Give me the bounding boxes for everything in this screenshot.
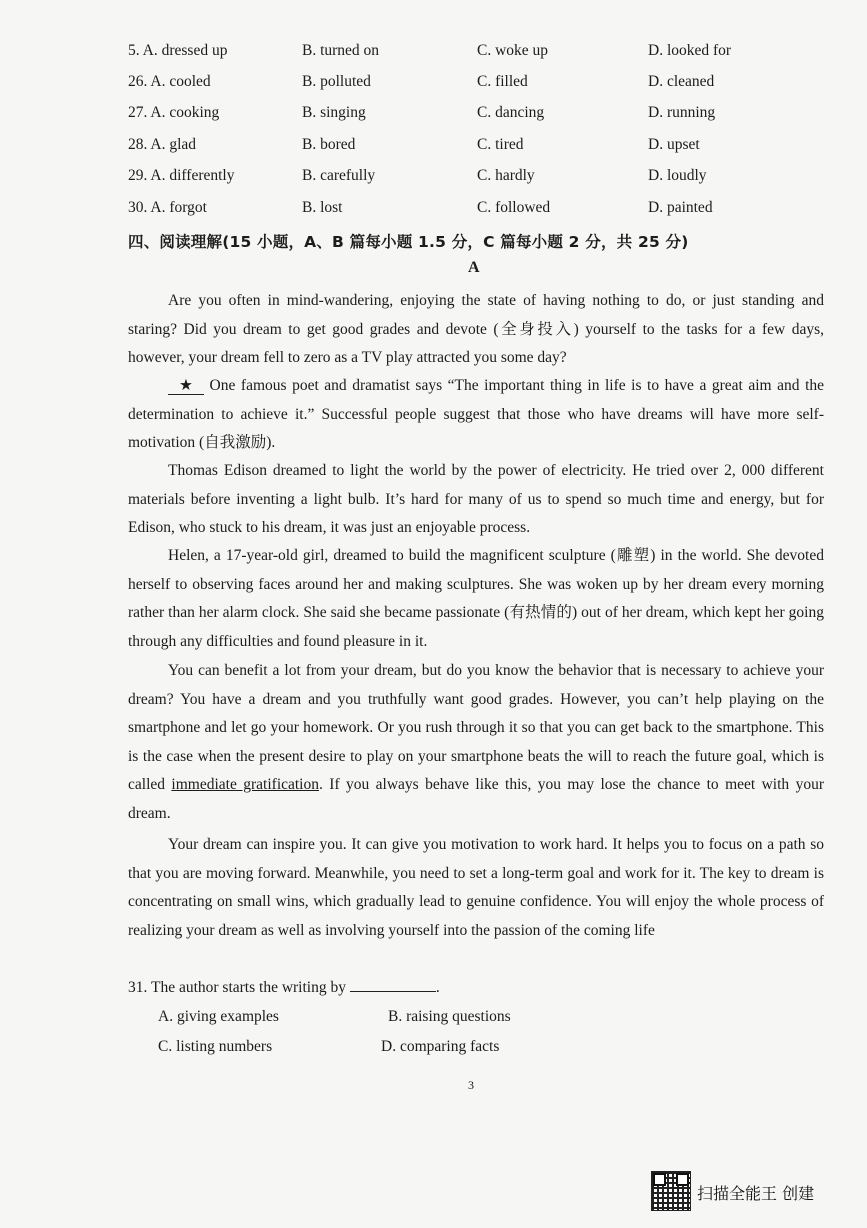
paragraph-5-end: . If you always behave like this, you may lose the chance to meet with your dream. [128,776,824,822]
option-c: C. hardly [477,167,535,184]
question-31 [128,977,440,997]
option-a: 30. A. forgot [128,199,207,216]
option-row-29 [0,167,867,193]
option-a: 29. A. differently [128,167,235,184]
question-end: . [435,979,440,996]
paragraph-3: Thomas Edison dreamed to light the world by the power of electricity. He tried over 2, 000 different materials before inventing a light bulb. It’s hard for many of us to spend so much time and energy, but for Edison, who stuck to his dream, it was just an enjoyable process. [128,462,824,537]
option-c: C. followed [477,199,551,216]
paragraph-4: Helen, a 17-year-old girl, dreamed to build the magnificent sculpture (雕塑) in the world. She devoted herself to observing faces around her and making sculptures. She was woken up by her dream every morning rather than her alarm clock. She said she became passionate (有热情的) out of her dream, which kept her going through any difficulties and found pleasure in it. [128,547,824,650]
option-b: B. polluted [302,73,371,90]
option-b: B. bored [302,136,356,153]
underlined-term: immediate gratification [171,776,319,794]
page-number: 3 [468,1078,474,1092]
paragraph-5-text: You can benefit a lot from your dream, but do you know the behavior that is necessary to achieve your dream? You have a dream and you truthfully want good grades. However, you can’t help playing on the smartphone and let go your homework. Or you rush through it so that you can get back to the smartphone. This is the case when the present desire to play on your smartphone beats the will to reach the future goal, which is called [128,662,824,794]
choice-c[interactable]: C. listing numbers [158,1038,273,1055]
option-a: 5. A. dressed up [128,42,228,59]
paragraph-1: Are you often in mind-wandering, enjoying the state of having nothing to do, or just standing and staring? Did you dream to get good grades and devote (全身投入) yourself to the tasks for a few days, however, your dream fell to zero as a TV play attracted you some day? [128,292,824,367]
option-d: D. painted [648,199,713,216]
choice-a[interactable]: A. giving examples [158,1008,279,1025]
option-row-25 [0,42,867,68]
option-c: C. tired [477,136,524,153]
paragraph-2 [128,372,824,458]
option-a: 28. A. glad [128,136,197,153]
paragraph-2-text: One famous poet and dramatist says “The important thing in life is to have a great aim and the determination to achieve it.” Successful people suggest that those who have dreams will have more self-motivation (自我激励). [128,377,825,452]
option-b: B. lost [302,199,343,216]
passage-letter-text: A [468,259,480,276]
section-heading: 四、阅读理解(15 小题，A、B 篇每小题 1.5 分，C 篇每小题 2 分，共 25 分) [128,233,689,251]
option-d: D. upset [648,136,700,153]
question-stem: 31. The author starts the writing by [128,979,346,996]
option-row-27 [0,104,867,130]
choice-d[interactable]: D. comparing facts [381,1038,500,1055]
option-row-30 [0,199,867,225]
option-d: D. loudly [648,167,707,184]
option-b: B. carefully [302,167,376,184]
star-blank: ★ [168,378,204,395]
option-c: C. filled [477,73,528,90]
qr-code-icon [651,1171,691,1211]
paragraph-6: Your dream can inspire you. It can give you motivation to work hard. It helps you to focus on a path so that you are moving forward. Meanwhile, you need to set a long-term goal and work for it. The key to dream is concentrating on small wins, which gradually lead to genuine confidence. You will enjoy the whole process of realizing your dream as well as involving yourself into the passion of the coming life [128,836,824,939]
option-c: C. woke up [477,42,549,59]
option-c: C. dancing [477,104,545,121]
option-d: D. running [648,104,716,121]
option-d: D. cleaned [648,73,715,90]
option-b: B. singing [302,104,366,121]
option-a: 26. A. cooled [128,73,211,90]
scanner-watermark [651,1171,851,1211]
option-a: 27. A. cooking [128,104,220,121]
paragraph-5 [128,657,824,829]
option-d: D. looked for [648,42,732,59]
option-row-28 [0,136,867,162]
choice-b[interactable]: B. raising questions [388,1008,511,1025]
answer-blank[interactable] [350,977,436,992]
option-row-26 [0,73,867,99]
scanner-label: 扫描全能王 创建 [697,1184,815,1203]
option-b: B. turned on [302,42,380,59]
